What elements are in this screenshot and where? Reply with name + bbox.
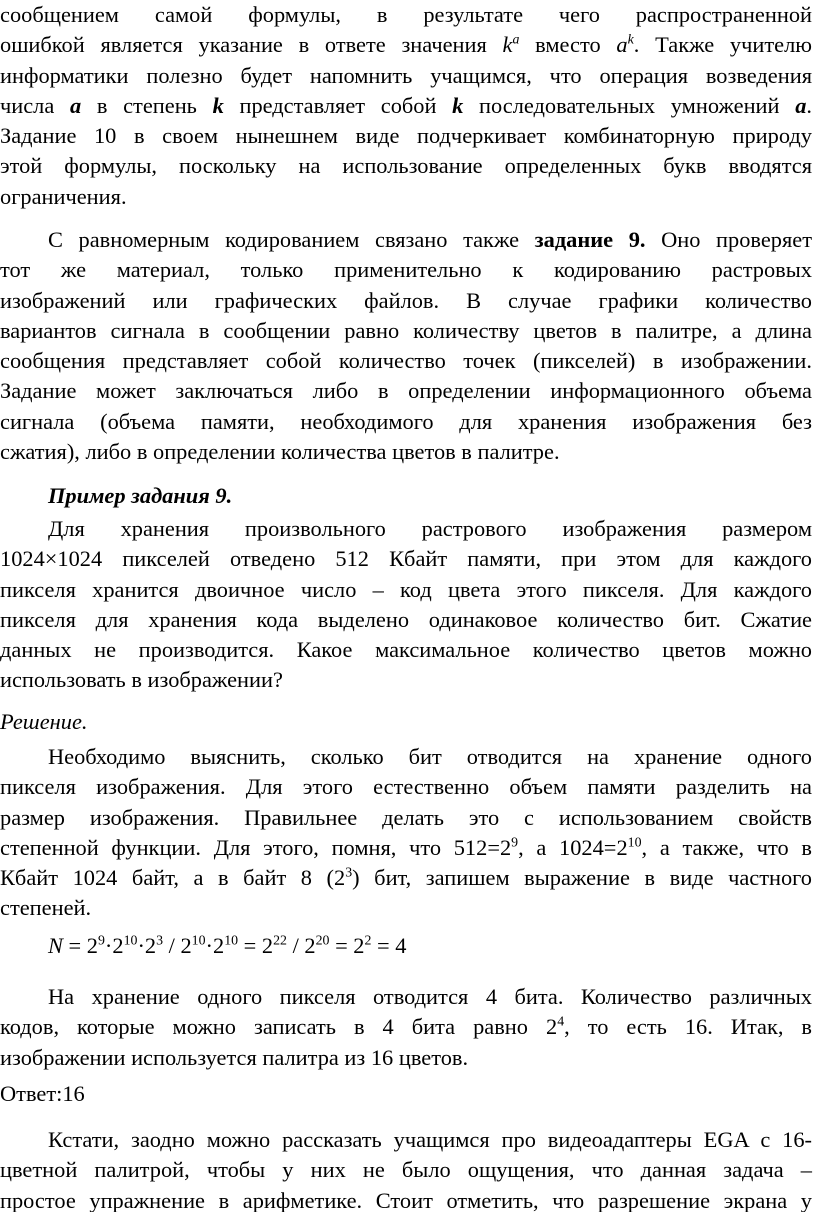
paragraph-task9-intro xyxy=(0,225,812,467)
text-span: вместо xyxy=(519,32,617,58)
formula xyxy=(0,931,816,961)
text-line: сообщением самой формулы, в результате чего распространенной xyxy=(0,2,812,27)
exponent: 22 xyxy=(273,933,287,949)
text-span: степенной функции. Для этого, помня, что 512=2 xyxy=(0,834,512,860)
formula-part: ·2 xyxy=(205,933,225,958)
example-heading-text: Пример задания 9. xyxy=(48,483,233,508)
paragraph-formula-continuation xyxy=(0,0,812,212)
variable-a: a xyxy=(616,32,628,58)
variable-k: k xyxy=(502,32,513,58)
text-line: На хранение одного пикселя отводится 4 бита. Количество различных xyxy=(48,984,812,1009)
task-reference: задание 9. xyxy=(534,227,646,252)
text-line: тот же материал, только применительно к кодированию растровых xyxy=(0,257,812,283)
text-line: Кстати, заодно можно рассказать учащимся про видеоадаптеры EGA с 16- xyxy=(48,1127,812,1152)
text-line: степеней. xyxy=(0,895,92,921)
text-span: ошибкой является указание в ответе значения xyxy=(0,32,503,58)
text-line: данных не производится. Какое максимальное количество цветов можно xyxy=(0,637,812,663)
text-span: ) бит, запишем выражение в виде частного xyxy=(352,865,812,891)
paragraph-solution xyxy=(0,742,812,924)
text-line: сигнала (объема памяти, необходимого для хранения изображения без xyxy=(0,408,812,434)
variable-a: a xyxy=(69,92,82,118)
superscript-a: a xyxy=(512,32,520,48)
exponent: 2 xyxy=(364,933,372,949)
exponent: 3 xyxy=(345,865,353,881)
variable-n: N xyxy=(48,933,63,958)
text-span: последовательных умножений xyxy=(463,92,796,118)
variable-k: k xyxy=(452,92,464,118)
text-span: Оно проверяет xyxy=(645,227,812,252)
variable-k: k xyxy=(212,92,224,118)
text-span: , а также, что в xyxy=(641,834,812,860)
text-line xyxy=(0,91,812,121)
text-span: С равномерным кодированием связано также xyxy=(48,227,535,252)
text-line: пикселя изображения. Для этого естественно объем памяти разделить на xyxy=(0,774,812,800)
text-line: размер изображения. Правильнее делать это с использованием свойств xyxy=(0,804,812,830)
exponent: 9 xyxy=(97,933,105,949)
formula-part: = 2 xyxy=(62,933,98,958)
text-line xyxy=(0,225,812,255)
exponent: 10 xyxy=(191,933,206,949)
text-line: Необходимо выяснить, сколько бит отводится на хранение одного xyxy=(48,744,812,769)
text-line: изображений или графических файлов. В случае графики количество xyxy=(0,287,812,313)
text-span: Кбайт 1024 байт, а в байт 8 (2 xyxy=(0,865,346,891)
text-line: 1024×1024 пикселей отведено 512 Кбайт памяти, при этом для каждого xyxy=(0,546,812,572)
exponent: 20 xyxy=(315,933,330,949)
text-line xyxy=(0,863,812,893)
text-line: информатики полезно будет напомнить учащимся, что операция возведения xyxy=(0,62,812,88)
text-line: этой формулы, поскольку на использование определенных букв вводятся xyxy=(0,153,812,179)
text-line: простое упражнение в арифметике. Стоит отметить, что разрешение экрана у xyxy=(0,1187,812,1212)
formula-part: ·2 xyxy=(104,933,124,958)
formula-part: = 2 xyxy=(238,933,274,958)
exponent: 10 xyxy=(123,933,138,949)
exponent: 9 xyxy=(511,835,519,851)
text-line: пикселя хранится двоичное число – код цвета этого пикселя. Для каждого xyxy=(0,576,812,602)
text-line: Задание 10 в своем нынешнем виде подчеркивает комбинаторную природу xyxy=(0,123,812,149)
text-span: кодов, которые можно записать в 4 бита равно 2 xyxy=(0,1014,558,1040)
text-line: изображении используется палитра из 16 цветов. xyxy=(0,1044,469,1070)
text-line: вариантов сигнала в сообщении равно количеству цветов в палитре, а длина xyxy=(0,317,812,343)
text-line: использовать в изображении? xyxy=(0,667,283,693)
text-span: , то есть 16. Итак, в xyxy=(564,1014,812,1040)
text-span: . xyxy=(806,92,813,118)
formula-part: = 4 xyxy=(371,933,407,958)
text-span: . Также учителю xyxy=(633,32,812,58)
text-span: , а 1024=2 xyxy=(518,834,628,860)
formula-part: = 2 xyxy=(329,933,365,958)
exponent: 4 xyxy=(557,1014,565,1030)
formula-part: / 2 xyxy=(286,933,316,958)
text-line: пикселя для хранения кода выделено одинаковое количество бит. Сжатие xyxy=(0,606,812,632)
superscript-k: k xyxy=(627,32,634,48)
text-line xyxy=(0,833,812,863)
exponent: 10 xyxy=(627,835,642,851)
variable-a: a xyxy=(795,92,807,118)
paragraph-task-statement xyxy=(0,514,812,696)
text-line: сжатия), либо в определении количества цветов в палитре. xyxy=(0,439,560,465)
formula-part: ·2 xyxy=(137,933,157,958)
answer-line: Ответ:16 xyxy=(0,1081,85,1106)
text-span: представляет собой xyxy=(223,92,453,118)
text-line xyxy=(0,1012,812,1042)
text-line: Для хранения произвольного растрового изображения размером xyxy=(48,516,812,541)
solution-heading xyxy=(0,707,812,737)
text-span: числа xyxy=(0,92,70,118)
text-line: ограничения. xyxy=(0,183,127,209)
text-span: в степень xyxy=(81,92,213,118)
example-heading xyxy=(0,481,816,511)
paragraph-ega-note xyxy=(0,1125,812,1212)
exponent: 10 xyxy=(224,933,239,949)
text-line: сообщения представляет собой количество точек (пикселей) в изображении. xyxy=(0,348,812,374)
solution-heading-text: Решение. xyxy=(0,709,88,734)
formula-part: / 2 xyxy=(163,933,192,958)
text-line xyxy=(0,30,812,60)
exponent: 3 xyxy=(156,933,164,949)
text-line: Задание может заключаться либо в определении информационного объема xyxy=(0,378,812,404)
paragraph-result xyxy=(0,982,812,1073)
text-line: цветной палитрой, чтобы у них не было ощущения, что данная задача – xyxy=(0,1157,812,1183)
